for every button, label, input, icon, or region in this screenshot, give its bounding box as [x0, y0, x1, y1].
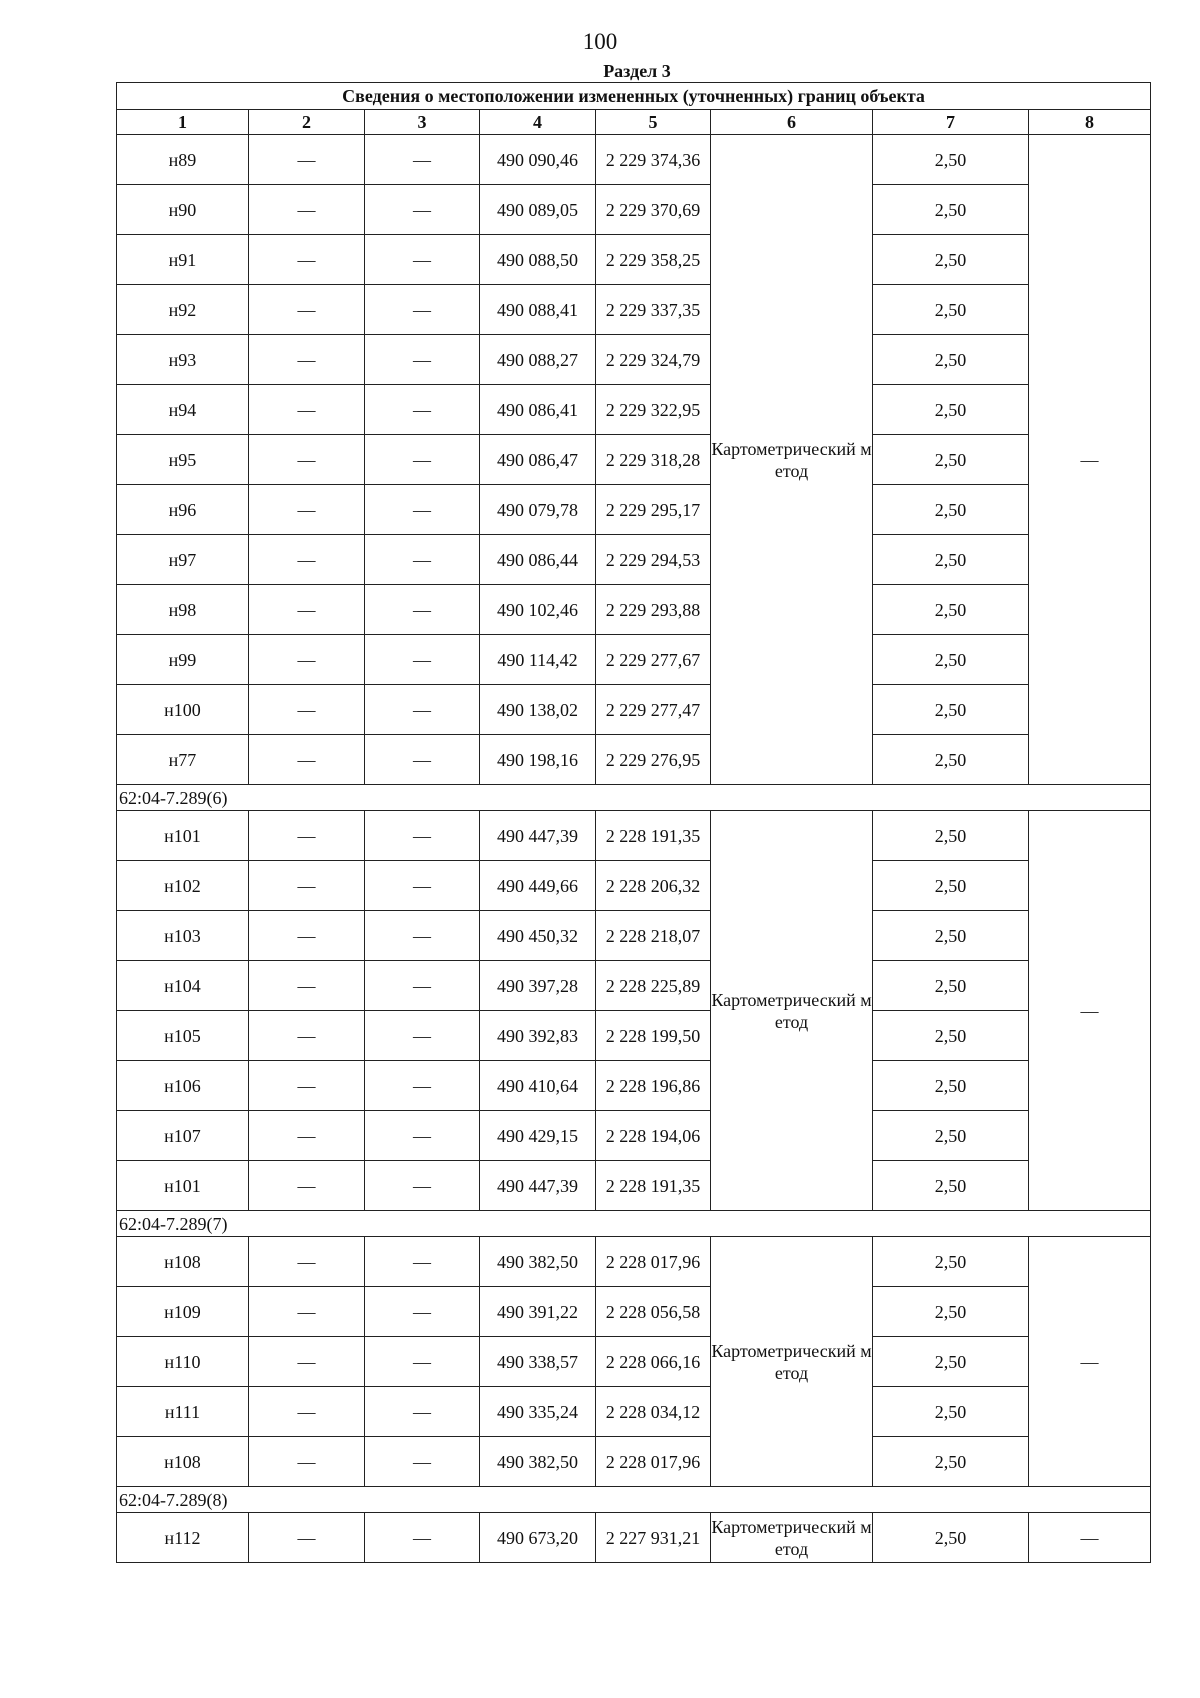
- column-2-cell: —: [249, 135, 365, 185]
- accuracy-cell: 2,50: [873, 485, 1029, 535]
- x-coordinate-cell: 490 335,24: [480, 1387, 596, 1437]
- accuracy-cell: 2,50: [873, 961, 1029, 1011]
- y-coordinate-cell: 2 228 191,35: [596, 1161, 711, 1211]
- y-coordinate-cell: 2 228 066,16: [596, 1337, 711, 1387]
- table-row: [117, 1513, 1151, 1563]
- column-number: 3: [365, 110, 480, 135]
- column-2-cell: —: [249, 685, 365, 735]
- method-cell: Картометрический метод: [711, 1513, 873, 1563]
- x-coordinate-cell: 490 086,47: [480, 435, 596, 485]
- method-cell: Картометрический метод: [711, 135, 873, 785]
- table-row: [117, 735, 1151, 785]
- point-name-cell: н108: [117, 1437, 249, 1487]
- column-2-cell: —: [249, 335, 365, 385]
- column-2-cell: —: [249, 185, 365, 235]
- column-2-cell: —: [249, 1337, 365, 1387]
- column-2-cell: —: [249, 735, 365, 785]
- column-3-cell: —: [365, 1337, 480, 1387]
- x-coordinate-cell: 490 088,50: [480, 235, 596, 285]
- column-3-cell: —: [365, 1513, 480, 1563]
- column-number: 1: [117, 110, 249, 135]
- column-2-cell: —: [249, 961, 365, 1011]
- table-row: [117, 1337, 1151, 1387]
- column-3-cell: —: [365, 185, 480, 235]
- point-name-cell: н112: [117, 1513, 249, 1563]
- point-name-cell: н101: [117, 811, 249, 861]
- column-3-cell: —: [365, 235, 480, 285]
- table-row: [117, 485, 1151, 535]
- column-numbers-row: [117, 110, 1151, 135]
- group-heading: 62:04-7.289(8): [117, 1487, 1151, 1513]
- page-number: 100: [582, 29, 618, 54]
- accuracy-cell: 2,50: [873, 911, 1029, 961]
- point-name-cell: н95: [117, 435, 249, 485]
- y-coordinate-cell: 2 229 277,47: [596, 685, 711, 735]
- point-name-cell: н107: [117, 1111, 249, 1161]
- table-row: [117, 285, 1151, 335]
- x-coordinate-cell: 490 102,46: [480, 585, 596, 635]
- column-2-cell: —: [249, 385, 365, 435]
- y-coordinate-cell: 2 229 277,67: [596, 635, 711, 685]
- group-heading: 62:04-7.289(6): [117, 785, 1151, 811]
- y-coordinate-cell: 2 229 295,17: [596, 485, 711, 535]
- column-number: 4: [480, 110, 596, 135]
- column-8-cell: —: [1029, 1237, 1151, 1487]
- point-name-cell: н105: [117, 1011, 249, 1061]
- column-number: 8: [1029, 110, 1151, 135]
- accuracy-cell: 2,50: [873, 861, 1029, 911]
- y-coordinate-cell: 2 228 017,96: [596, 1237, 711, 1287]
- accuracy-cell: 2,50: [873, 635, 1029, 685]
- x-coordinate-cell: 490 382,50: [480, 1437, 596, 1487]
- accuracy-cell: 2,50: [873, 1111, 1029, 1161]
- column-3-cell: —: [365, 535, 480, 585]
- accuracy-cell: 2,50: [873, 1237, 1029, 1287]
- group-heading: 62:04-7.289(7): [117, 1211, 1151, 1237]
- column-3-cell: —: [365, 285, 480, 335]
- point-name-cell: н91: [117, 235, 249, 285]
- x-coordinate-cell: 490 392,83: [480, 1011, 596, 1061]
- table-row: [117, 1011, 1151, 1061]
- table-row: [117, 1111, 1151, 1161]
- y-coordinate-cell: 2 228 191,35: [596, 811, 711, 861]
- accuracy-cell: 2,50: [873, 335, 1029, 385]
- accuracy-cell: 2,50: [873, 1337, 1029, 1387]
- accuracy-cell: 2,50: [873, 285, 1029, 335]
- y-coordinate-cell: 2 229 324,79: [596, 335, 711, 385]
- point-name-cell: н93: [117, 335, 249, 385]
- column-2-cell: —: [249, 1111, 365, 1161]
- column-3-cell: —: [365, 135, 480, 185]
- point-name-cell: н92: [117, 285, 249, 335]
- point-name-cell: н99: [117, 635, 249, 685]
- point-name-cell: н89: [117, 135, 249, 185]
- column-3-cell: —: [365, 735, 480, 785]
- x-coordinate-cell: 490 138,02: [480, 685, 596, 735]
- point-name-cell: н111: [117, 1387, 249, 1437]
- table-row: [117, 911, 1151, 961]
- table-row: [117, 135, 1151, 185]
- table-row: [117, 535, 1151, 585]
- column-2-cell: —: [249, 1161, 365, 1211]
- x-coordinate-cell: 490 429,15: [480, 1111, 596, 1161]
- accuracy-cell: 2,50: [873, 385, 1029, 435]
- y-coordinate-cell: 2 229 374,36: [596, 135, 711, 185]
- column-8-cell: —: [1029, 1513, 1151, 1563]
- column-2-cell: —: [249, 1011, 365, 1061]
- column-3-cell: —: [365, 635, 480, 685]
- column-number: 5: [596, 110, 711, 135]
- column-2-cell: —: [249, 1287, 365, 1337]
- table-row: [117, 685, 1151, 735]
- y-coordinate-cell: 2 229 322,95: [596, 385, 711, 435]
- accuracy-cell: 2,50: [873, 1011, 1029, 1061]
- table-row: [117, 585, 1151, 635]
- accuracy-cell: 2,50: [873, 135, 1029, 185]
- point-name-cell: н77: [117, 735, 249, 785]
- x-coordinate-cell: 490 450,32: [480, 911, 596, 961]
- point-name-cell: н100: [117, 685, 249, 735]
- x-coordinate-cell: 490 086,44: [480, 535, 596, 585]
- column-3-cell: —: [365, 1111, 480, 1161]
- table-row: [117, 185, 1151, 235]
- column-3-cell: —: [365, 861, 480, 911]
- column-2-cell: —: [249, 1061, 365, 1111]
- point-name-cell: н110: [117, 1337, 249, 1387]
- y-coordinate-cell: 2 228 206,32: [596, 861, 711, 911]
- y-coordinate-cell: 2 228 194,06: [596, 1111, 711, 1161]
- table-row: [117, 961, 1151, 1011]
- column-3-cell: —: [365, 911, 480, 961]
- point-name-cell: н106: [117, 1061, 249, 1111]
- accuracy-cell: 2,50: [873, 1387, 1029, 1437]
- point-name-cell: н97: [117, 535, 249, 585]
- x-coordinate-cell: 490 086,41: [480, 385, 596, 435]
- column-3-cell: —: [365, 811, 480, 861]
- table-row: [117, 435, 1151, 485]
- y-coordinate-cell: 2 228 218,07: [596, 911, 711, 961]
- column-8-cell: —: [1029, 811, 1151, 1211]
- column-2-cell: —: [249, 435, 365, 485]
- section-title: Раздел 3: [603, 61, 671, 81]
- group-heading-row: [117, 785, 1151, 811]
- x-coordinate-cell: 490 114,42: [480, 635, 596, 685]
- x-coordinate-cell: 490 198,16: [480, 735, 596, 785]
- y-coordinate-cell: 2 229 318,28: [596, 435, 711, 485]
- y-coordinate-cell: 2 229 276,95: [596, 735, 711, 785]
- table-row: [117, 635, 1151, 685]
- accuracy-cell: 2,50: [873, 235, 1029, 285]
- y-coordinate-cell: 2 229 358,25: [596, 235, 711, 285]
- accuracy-cell: 2,50: [873, 1437, 1029, 1487]
- column-3-cell: —: [365, 1387, 480, 1437]
- column-2-cell: —: [249, 1387, 365, 1437]
- point-name-cell: н94: [117, 385, 249, 435]
- accuracy-cell: 2,50: [873, 685, 1029, 735]
- y-coordinate-cell: 2 228 199,50: [596, 1011, 711, 1061]
- table-row: [117, 1237, 1151, 1287]
- accuracy-cell: 2,50: [873, 1161, 1029, 1211]
- method-cell: Картометрический метод: [711, 811, 873, 1211]
- group-heading-row: [117, 1487, 1151, 1513]
- column-3-cell: —: [365, 385, 480, 435]
- x-coordinate-cell: 490 088,41: [480, 285, 596, 335]
- point-name-cell: н90: [117, 185, 249, 235]
- method-cell: Картометрический метод: [711, 1237, 873, 1487]
- column-3-cell: —: [365, 485, 480, 535]
- x-coordinate-cell: 490 089,05: [480, 185, 596, 235]
- column-3-cell: —: [365, 685, 480, 735]
- y-coordinate-cell: 2 228 225,89: [596, 961, 711, 1011]
- y-coordinate-cell: 2 228 056,58: [596, 1287, 711, 1337]
- table-row: [117, 1287, 1151, 1337]
- column-3-cell: —: [365, 1011, 480, 1061]
- point-name-cell: н103: [117, 911, 249, 961]
- column-2-cell: —: [249, 861, 365, 911]
- y-coordinate-cell: 2 229 337,35: [596, 285, 711, 335]
- x-coordinate-cell: 490 449,66: [480, 861, 596, 911]
- x-coordinate-cell: 490 391,22: [480, 1287, 596, 1337]
- x-coordinate-cell: 490 382,50: [480, 1237, 596, 1287]
- accuracy-cell: 2,50: [873, 435, 1029, 485]
- x-coordinate-cell: 490 447,39: [480, 811, 596, 861]
- table-row: [117, 1161, 1151, 1211]
- accuracy-cell: 2,50: [873, 1513, 1029, 1563]
- point-name-cell: н101: [117, 1161, 249, 1211]
- x-coordinate-cell: 490 673,20: [480, 1513, 596, 1563]
- column-2-cell: —: [249, 485, 365, 535]
- column-2-cell: —: [249, 285, 365, 335]
- column-3-cell: —: [365, 335, 480, 385]
- column-2-cell: —: [249, 235, 365, 285]
- x-coordinate-cell: 490 397,28: [480, 961, 596, 1011]
- column-8-cell: —: [1029, 135, 1151, 785]
- column-number: 2: [249, 110, 365, 135]
- column-2-cell: —: [249, 1237, 365, 1287]
- column-2-cell: —: [249, 911, 365, 961]
- y-coordinate-cell: 2 229 370,69: [596, 185, 711, 235]
- column-3-cell: —: [365, 1161, 480, 1211]
- point-name-cell: н104: [117, 961, 249, 1011]
- column-2-cell: —: [249, 811, 365, 861]
- column-2-cell: —: [249, 585, 365, 635]
- table-row: [117, 811, 1151, 861]
- table-row: [117, 235, 1151, 285]
- point-name-cell: н108: [117, 1237, 249, 1287]
- point-name-cell: н102: [117, 861, 249, 911]
- column-2-cell: —: [249, 1437, 365, 1487]
- column-3-cell: —: [365, 961, 480, 1011]
- x-coordinate-cell: 490 410,64: [480, 1061, 596, 1111]
- column-3-cell: —: [365, 1061, 480, 1111]
- y-coordinate-cell: 2 228 017,96: [596, 1437, 711, 1487]
- x-coordinate-cell: 490 079,78: [480, 485, 596, 535]
- accuracy-cell: 2,50: [873, 1061, 1029, 1111]
- coordinates-table: [116, 82, 1151, 1563]
- point-name-cell: н96: [117, 485, 249, 535]
- column-3-cell: —: [365, 1437, 480, 1487]
- y-coordinate-cell: 2 229 294,53: [596, 535, 711, 585]
- table-caption: Сведения о местоположении измененных (уточненных) границ объекта: [117, 83, 1151, 110]
- column-3-cell: —: [365, 1237, 480, 1287]
- table-row: [117, 861, 1151, 911]
- group-heading-row: [117, 1211, 1151, 1237]
- column-number: 6: [711, 110, 873, 135]
- accuracy-cell: 2,50: [873, 535, 1029, 585]
- accuracy-cell: 2,50: [873, 185, 1029, 235]
- column-number: 7: [873, 110, 1029, 135]
- table-row: [117, 1387, 1151, 1437]
- table-row: [117, 1061, 1151, 1111]
- y-coordinate-cell: 2 228 034,12: [596, 1387, 711, 1437]
- table-row: [117, 385, 1151, 435]
- x-coordinate-cell: 490 338,57: [480, 1337, 596, 1387]
- column-3-cell: —: [365, 585, 480, 635]
- y-coordinate-cell: 2 229 293,88: [596, 585, 711, 635]
- y-coordinate-cell: 2 228 196,86: [596, 1061, 711, 1111]
- accuracy-cell: 2,50: [873, 1287, 1029, 1337]
- y-coordinate-cell: 2 227 931,21: [596, 1513, 711, 1563]
- table-row: [117, 1437, 1151, 1487]
- column-3-cell: —: [365, 435, 480, 485]
- column-2-cell: —: [249, 1513, 365, 1563]
- accuracy-cell: 2,50: [873, 585, 1029, 635]
- table-row: [117, 335, 1151, 385]
- point-name-cell: н98: [117, 585, 249, 635]
- column-2-cell: —: [249, 535, 365, 585]
- accuracy-cell: 2,50: [873, 735, 1029, 785]
- accuracy-cell: 2,50: [873, 811, 1029, 861]
- column-3-cell: —: [365, 1287, 480, 1337]
- column-2-cell: —: [249, 635, 365, 685]
- x-coordinate-cell: 490 447,39: [480, 1161, 596, 1211]
- x-coordinate-cell: 490 090,46: [480, 135, 596, 185]
- x-coordinate-cell: 490 088,27: [480, 335, 596, 385]
- point-name-cell: н109: [117, 1287, 249, 1337]
